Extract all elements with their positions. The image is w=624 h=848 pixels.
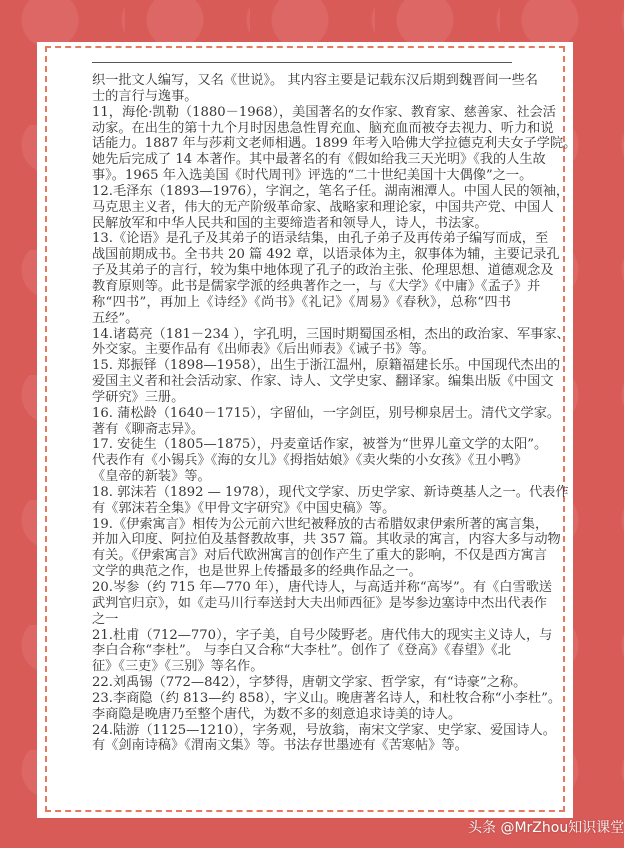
text-line: 代表作有《小锡兵》《海的女儿》《拇指姑娘》《卖火柴的小女孩》《丑小鸭》 [92,453,528,469]
text-line: 20.岑参（约 715 年—770 年），唐代诗人，与高适并称“高岑”。有《白雪歌送 [92,580,553,595]
text-line: 民解放军和中华人民共和国的主要缔造者和领导人，诗人，书法家。 [92,215,488,231]
entry-paragraph [92,484,569,517]
text-line: 19.《伊索寓言》相传为公元前六世纪被释放的古希腊奴隶伊索所著的寓言集， [92,516,549,532]
text-line: 征》《三吏》《三别》等名作。 [92,659,264,675]
text-line: 话能力。1887 年与莎莉文老师相遇。1899 年考入哈佛大学拉德克利夫女子学院。 [92,136,577,152]
text-line: 文学的典范之作，也是世界上传播最多的经典作品之一。 [92,564,422,580]
text-line: 织一批文人编写，又名《世说》。 其内容主要是记载东汉后期到魏晋间一些名 [92,73,538,88]
text-line: 21.杜甫（712—770），字子美，自号少陵野老。唐代伟大的现实主义诗人，与 [92,627,553,643]
text-line: 李商隐是晚唐乃至整个唐代，为数不多的刻意追求诗美的诗人。 [92,706,462,722]
text-line: 教育原则等。此书是儒家学派的经典著作之一，与《大学》《中庸》《孟子》并 [92,278,541,294]
entry-paragraph [92,516,561,580]
text-line: 24.陆游（1125—1210），字务观，号放翁，南宋文学家、史学家、爱国诗人。 [92,722,556,738]
text-line: 《皇帝的新装》等。 [92,469,211,485]
text-line: 之一 [92,611,119,627]
entry-paragraph [92,437,548,485]
text-line: 武判官归京》，如《走马川行奉送封大夫出师西征》是岑参边塞诗中杰出代表作 [92,595,547,611]
text-line: 有《剑南诗稿》《渭南文集》等。书法存世墨迹有《苦寒帖》等。 [92,738,468,754]
text-line: 学研究》三册。 [92,389,185,405]
entry-paragraph [92,722,556,755]
document-page [37,42,577,818]
entry-paragraph [92,580,553,628]
entry-paragraph [92,326,570,359]
text-line: 17. 安徒生（1805—1875），丹麦童话作家，被誉为“世界儿童文学的太阳”。 [92,437,548,453]
text-line: 子及其弟子的言行，较为集中地体现了孔子的政治主张、伦理思想、道德观念及 [92,263,554,279]
text-line: 事》。1965 年入选美国《时代周刊》评选的“二十世纪美国十大偶像”之一。 [92,168,533,184]
entry-paragraph [92,627,553,676]
text-line: 12.毛泽东（1893—1976），字润之，笔名子任。湖南湘潭人。中国人民的领袖， [92,183,570,199]
entry-paragraph [92,231,560,326]
text-line: 动家。在出生的第十九个月时因患急性胃充血、脑充血而被夺去视力、听力和说 [92,120,554,136]
entry-paragraph [92,73,538,105]
text-line: 有《郭沫若全集》《甲骨文字研究》《中国史稿》等。 [92,500,396,516]
text-line: 22.刘禹锡（772—842），字梦得，唐朝文学家、哲学家，有“诗豪”之称。 [92,675,527,691]
watermark: 头条 @MrZhou知识课堂 [468,820,624,836]
entry-paragraph [92,183,570,232]
text-line: 外交家。主要作品有《出师表》《后出师表》《诫子书》等。 [92,342,435,358]
entry-paragraph [92,104,577,184]
entry-paragraph [92,675,527,691]
text-line: 18. 郭沫若（1892 — 1978），现代文学家、历史学家、新诗奠基人之一。代表作 [92,484,569,500]
text-line: 五经”。 [92,310,139,326]
document-body [92,73,577,754]
text-line: 并加入印度、阿拉伯及基督教故事，共 357 篇。其收录的寓言，内容大多与动物 [92,532,561,548]
text-line: 称“四书”，再加上《诗经》《尚书》《礼记》《周易》《春秋》，总称“四书 [92,294,511,310]
text-line: 13.《论语》是孔子及其弟子的语录结集，由孔子弟子及再传弟子编写而成，至 [92,231,549,247]
text-line: 马克思主义者，伟大的无产阶级革命家、战略家和理论家，中国共产党、中国人 [92,199,554,215]
text-line: 14.诸葛亮（181－234 ），字孔明，三国时期蜀国丞相，杰出的政治家、军事家、 [92,326,570,342]
header-rule [92,62,512,63]
text-line: 11，海伦·凯勒（1880－1968），美国著名的女作家、教育家、慈善家、社会活 [92,104,556,120]
text-line: 15. 郑振铎（1898—1958），出生于浙江温州，原籍福建长乐。中国现代杰出的 [92,358,561,374]
entry-paragraph [92,358,561,406]
text-line: 爱国主义者和社会活动家、作家、诗人、文学史家、翻译家。编集出版《中国文 [92,374,554,390]
text-line: 战国前期成书。全书共 20 篇 492 章，以语录体为主，叙事体为辅，主要记录孔 [92,247,560,263]
text-line: 士的言行与逸事。 [92,88,198,104]
text-line: 她先后完成了 14 本著作。其中最著名的有《假如给我三天光明》《我的人生故 [92,152,546,168]
text-line: 著有《聊斋志异》。 [92,421,205,437]
text-line: 16. 蒲松龄（1640－1715），字留仙，一字剑臣，别号柳泉居士。清代文学家。 [92,405,561,421]
text-line: 23.李商隐（约 813—约 858），字义山。晚唐著名诗人，和杜牧合称“小李杜”。 [92,690,562,706]
entry-paragraph [92,690,562,723]
text-line: 有关。《伊索寓言》对后代欧洲寓言的创作产生了重大的影响，不仅是西方寓言 [92,548,547,564]
entry-paragraph [92,405,561,438]
text-line: 李白合称“李杜”。 与李白又合称“大李杜”。创作了《登高》《春望》《北 [92,643,511,659]
